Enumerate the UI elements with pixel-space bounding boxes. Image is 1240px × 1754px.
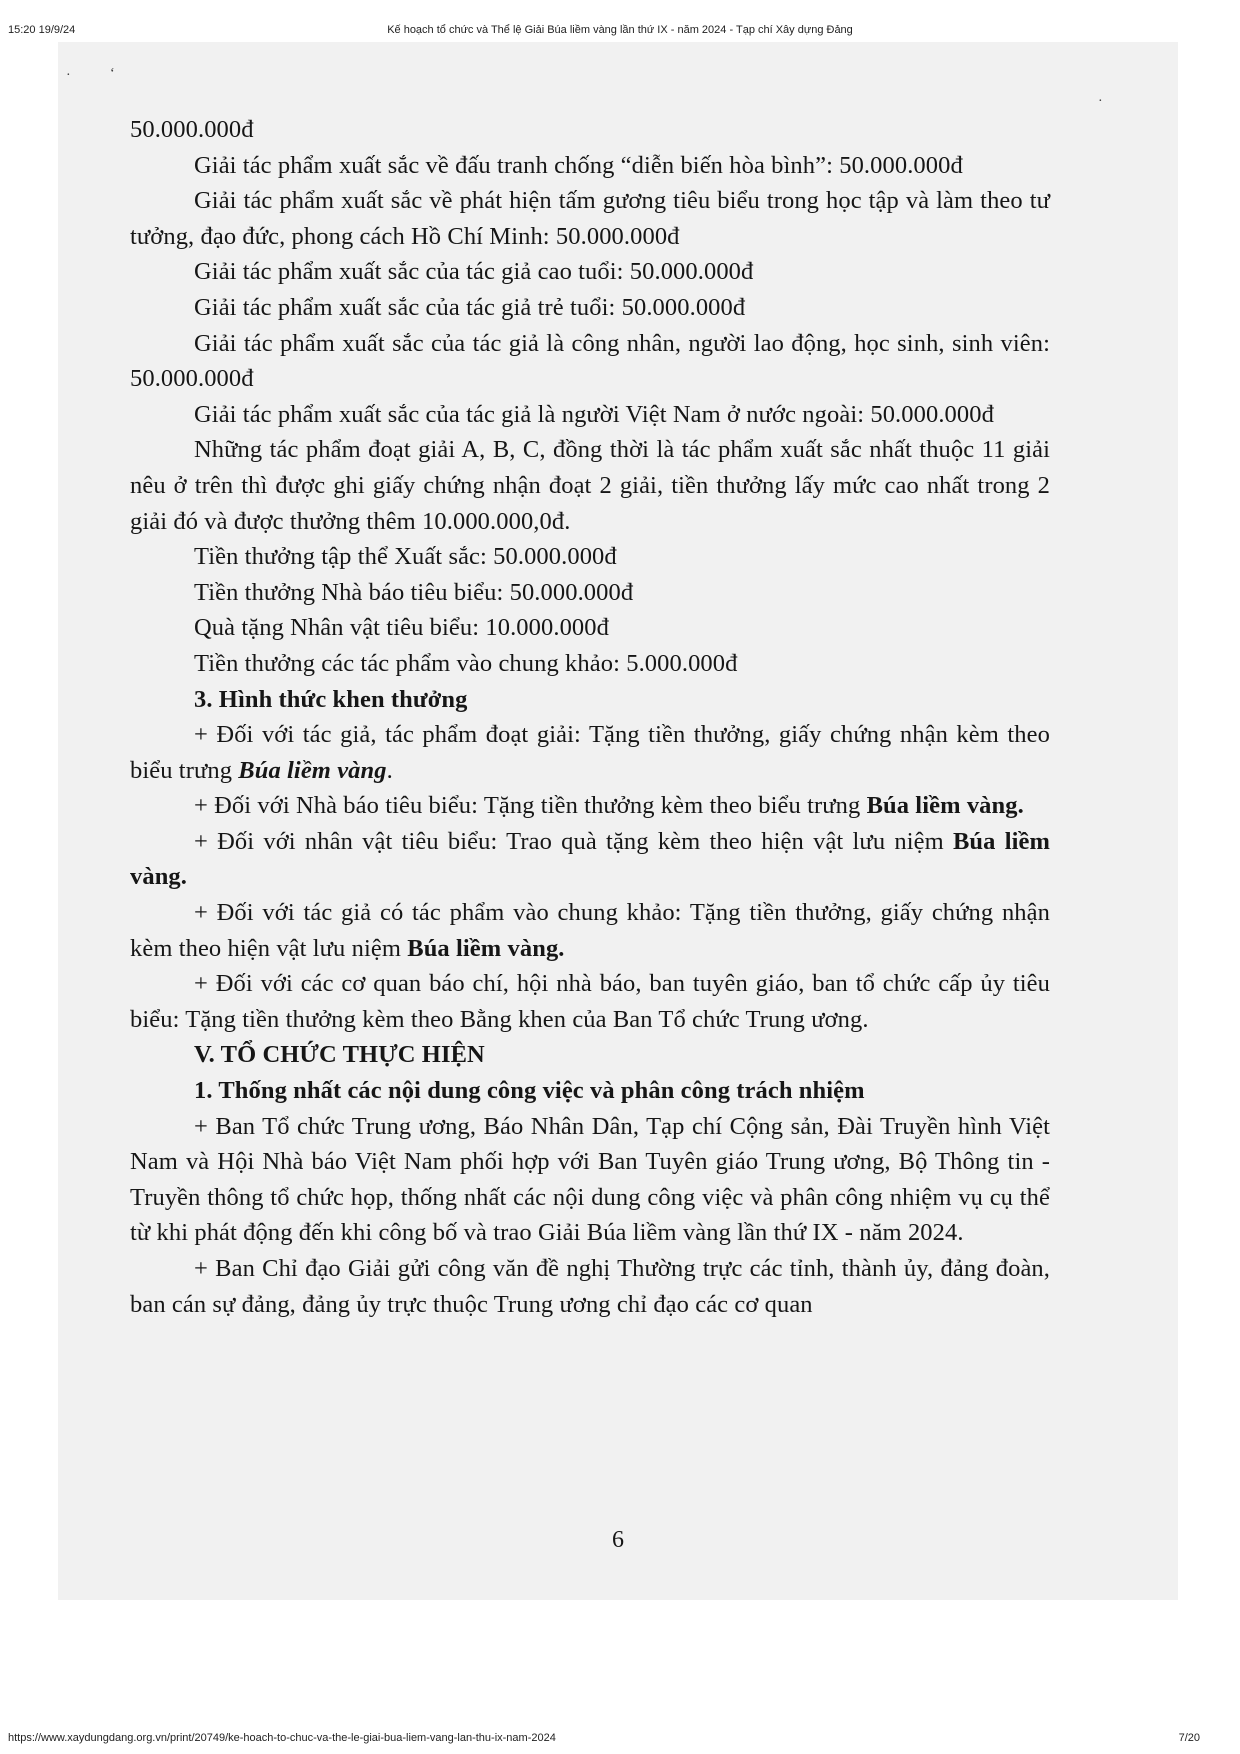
award-item: Tiền thưởng tập thể Xuất sắc: 50.000.000đ: [194, 543, 617, 571]
period: .: [180, 863, 188, 891]
print-page-title: Kế hoạch tổ chức và Thể lệ Giải Búa liềm vàng lần thứ IX - năm 2024 - Tạp chí Xây dựng Đảng: [387, 24, 853, 36]
amount-line: 50.000.000đ: [130, 116, 254, 143]
award-item: Tiền thưởng các tác phẩm vào chung khảo: 5.000.000đ: [194, 649, 738, 677]
print-footer: [0, 1718, 1240, 1748]
document-body: [130, 112, 1050, 1322]
scan-speck: ·: [1098, 94, 1103, 109]
award-note: Những tác phẩm đoạt giải A, B, C, đồng thời là tác phẩm xuất sắc nhất thuộc 11 giải nêu ở trên thì được ghi giấy chứng nhận đoạt 2 giải, tiền thưởng lấy mức cao nhất trong 2 giải đó và được thưởng thêm 10.000.000,0đ.: [130, 436, 1050, 535]
reward-form-item: [130, 895, 1050, 966]
period: .: [1017, 792, 1024, 820]
reward-form-item: [130, 824, 1050, 895]
reward-form-text: + Đối với nhân vật tiêu biểu: Trao quà tặng kèm theo hiện vật lưu niệm: [194, 827, 953, 855]
reward-emblem-name: Búa liềm vàng: [866, 792, 1018, 820]
page-number: 6: [612, 1527, 624, 1553]
reward-emblem-name: Búa liềm vàng: [238, 756, 387, 784]
award-item: Giải tác phẩm xuất sắc về đấu tranh chống “diễn biến hòa bình”: 50.000.000đ: [194, 151, 963, 179]
award-item: Giải tác phẩm xuất sắc của tác giả là người Việt Nam ở nước ngoài: 50.000.000đ: [194, 400, 994, 428]
print-header: [0, 0, 1240, 36]
reward-form-item: [130, 788, 1050, 824]
award-item: Giải tác phẩm xuất sắc về phát hiện tấm gương tiêu biểu trong học tập và làm theo tư tưởng, đạo đức, phong cách Hồ Chí Minh: 50.000.000đ: [130, 187, 1050, 250]
print-page-indicator: 7/20: [1178, 1732, 1200, 1744]
section-heading: V. TỔ CHỨC THỰC HIỆN: [194, 1041, 485, 1069]
reward-form-text: + Đối với tác giả, tác phẩm đoạt giải: Tặng tiền thưởng, giấy chứng nhận kèm theo biểu trưng: [130, 721, 1050, 784]
scan-speck: ·: [66, 68, 71, 83]
reward-emblem-name: Búa liềm vàng: [130, 827, 1050, 891]
period: .: [386, 756, 393, 784]
reward-form-text: + Đối với tác giả có tác phẩm vào chung khảo: Tặng tiền thưởng, giấy chứng nhận kèm theo hiện vật lưu niệm: [130, 899, 1050, 962]
print-timestamp: 15:20 19/9/24: [8, 24, 76, 36]
implementation-item: + Ban Tổ chức Trung ương, Báo Nhân Dân, Tạp chí Cộng sản, Đài Truyền hình Việt Nam và Hội Nhà báo Việt Nam phối hợp với Ban Tuyên giáo Trung ương, Bộ Thông tin - Truyền thông tổ chức họp, thống nhất các nội dung công việc và phân công nhiệm vụ cụ thể từ khi phát động đến khi công bố và trao Giải Búa liềm vàng lần thứ IX - năm 2024.: [130, 1112, 1050, 1247]
award-item: Tiền thưởng Nhà báo tiêu biểu: 50.000.000đ: [194, 578, 634, 606]
section-heading: 3. Hình thức khen thưởng: [194, 685, 468, 713]
award-item: Quà tặng Nhân vật tiêu biểu: 10.000.000đ: [194, 614, 609, 642]
implementation-item: + Ban Chỉ đạo Giải gửi công văn đề nghị Thường trực các tỉnh, thành ủy, đảng đoàn, ban cán sự đảng, đảng ủy trực thuộc Trung ương chỉ đạo các cơ quan: [130, 1255, 1050, 1318]
reward-form-item: + Đối với các cơ quan báo chí, hội nhà báo, ban tuyên giáo, ban tổ chức cấp ủy tiêu biểu: Tặng tiền thưởng kèm theo Bằng khen của Ban Tổ chức Trung ương.: [130, 970, 1050, 1033]
award-item: Giải tác phẩm xuất sắc của tác giả cao tuổi: 50.000.000đ: [194, 258, 754, 286]
reward-emblem-name: Búa liềm vàng: [407, 934, 559, 962]
award-item: Giải tác phẩm xuất sắc của tác giả là công nhân, người lao động, học sinh, sinh viên: 50.000.000đ: [130, 329, 1050, 393]
print-url: https://www.xaydungdang.org.vn/print/20749/ke-hoach-to-chuc-va-the-le-giai-bua-liem-vang-lan-thu-ix-nam-2024: [8, 1732, 556, 1744]
period: .: [558, 934, 565, 962]
reward-form-text: + Đối với Nhà báo tiêu biểu: Tặng tiền thưởng kèm theo biểu trưng: [194, 792, 867, 820]
scan-speck: ‘: [110, 66, 115, 81]
award-item: Giải tác phẩm xuất sắc của tác giả trẻ tuổi: 50.000.000đ: [194, 293, 746, 321]
reward-form-item: [130, 717, 1050, 788]
subsection-heading: 1. Thống nhất các nội dung công việc và phân công trách nhiệm: [194, 1077, 865, 1105]
